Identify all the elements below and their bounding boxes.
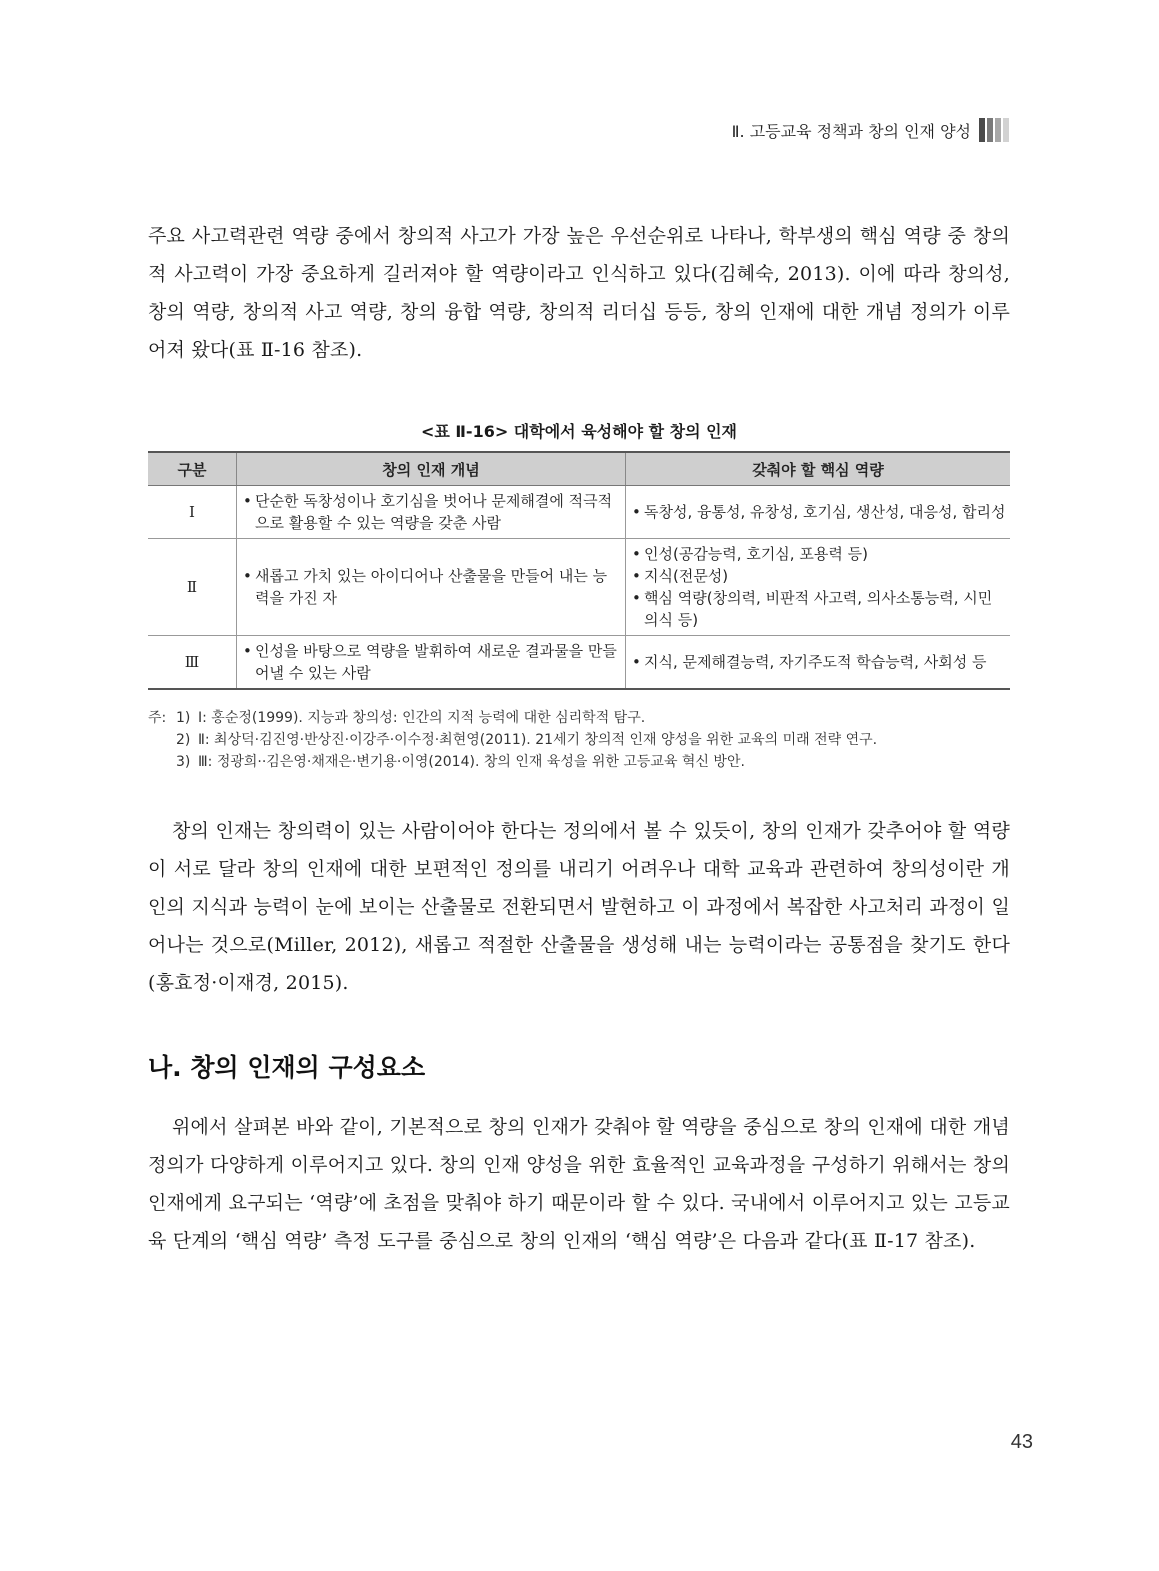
header-bar-icon — [979, 118, 1009, 142]
list-item: • 인성을 바탕으로 역량을 발휘하여 새로운 결과물을 만들어낼 수 있는 사람 — [241, 640, 621, 684]
section-heading: 나. 창의 인재의 구성요소 — [148, 1053, 426, 1082]
running-header — [732, 118, 1009, 142]
note-line — [148, 729, 1018, 751]
note-number: 1) — [176, 710, 191, 726]
table-caption: <표 Ⅱ-16> 대학에서 육성해야 할 창의 인재 — [420, 422, 738, 441]
header-bar-4 — [1003, 118, 1009, 142]
header-group: 구분 — [148, 452, 237, 486]
row-group-label: Ⅰ — [148, 486, 237, 539]
creative-talent-table — [148, 451, 1010, 690]
header-bar-2 — [987, 118, 993, 142]
row-competencies — [626, 486, 1011, 539]
paragraph-definition: 창의 인재는 창의력이 있는 사람이어야 한다는 정의에서 볼 수 있듯이, 창의 인재가 갖추어야 할 역량이 서로 달라 창의 인재에 대한 보편적인 정의를 내리기 어려우나 대학 교육과 관련하여 창의성이란 개인의 지식과 능력이 눈에 보이는 산출물로 전환되면서 발현하고 이 과정에서 복잡한 사고처리 과정이 일어나는 것으로(Miller, 2012), 새롭고 적절한 산출물을 생성해 내는 능력이라는 공통점을 찾기도 한다(홍효정·이재경, 2015). — [148, 820, 1010, 994]
note-line — [148, 707, 1018, 729]
header-competencies: 갖춰야 할 핵심 역량 — [626, 452, 1011, 486]
table-header-row — [148, 452, 1010, 486]
table-notes — [148, 707, 1018, 773]
paragraph-intro: 주요 사고력관련 역량 중에서 창의적 사고가 가장 높은 우선순위로 나타나, 학부생의 핵심 역량 중 창의적 사고력이 가장 중요하게 길러져야 할 역량이라고 인식하고 있다(김혜숙, 2013). 이에 따라 창의성, 창의 역량, 창의적 사고 역량, 창의 융합 역량, 창의적 리더십 등등, 창의 인재에 대한 개념 정의가 이루어져 왔다(표 Ⅱ-16 참조). — [148, 225, 1010, 361]
row-concept — [237, 486, 626, 539]
row-group-label: Ⅱ — [148, 539, 237, 636]
row-competencies — [626, 636, 1011, 690]
header-bar-3 — [995, 118, 1001, 142]
page-number: 43 — [1010, 1431, 1033, 1453]
table-row — [148, 636, 1010, 690]
note-number: 3) — [176, 754, 191, 770]
list-item: • 독창성, 융통성, 유창성, 호기심, 생산성, 대응성, 합리성 — [630, 501, 1006, 523]
list-item: • 새롭고 가치 있는 아이디어나 산출물을 만들어 내는 능력을 가진 자 — [241, 565, 621, 609]
note-text: Ⅱ: 최상덕·김진영·반상진·이강주·이수정·최현영(2011). 21세기 창의적 인재 양성을 위한 교육의 미래 전략 연구. — [198, 732, 878, 748]
table-row — [148, 486, 1010, 539]
paragraph-components: 위에서 살펴본 바와 같이, 기본적으로 창의 인재가 갖춰야 할 역량을 중심으로 창의 인재에 대한 개념 정의가 다양하게 이루어지고 있다. 창의 인재 양성을 위한 효율적인 교육과정을 구성하기 위해서는 창의 인재에게 요구되는 ‘역량’에 초점을 맞춰야 하기 때문이라 할 수 있다. 국내에서 이루어지고 있는 고등교육 단계의 ‘핵심 역량’ 측정 도구를 중심으로 창의 인재의 ‘핵심 역량’은 다음과 같다(표 Ⅱ-17 참조). — [148, 1116, 1010, 1252]
note-text: Ⅲ: 정광희··김은영·채재은·변기용·이영(2014). 창의 인재 육성을 위한 고등교육 혁신 방안. — [198, 754, 745, 770]
note-line — [148, 751, 1018, 773]
note-prefix: 주: — [148, 710, 167, 726]
list-item: • 핵심 역량(창의력, 비판적 사고력, 의사소통능력, 시민의식 등) — [630, 587, 1006, 631]
running-header-title: Ⅱ. 고등교육 정책과 창의 인재 양성 — [731, 121, 971, 141]
row-concept — [237, 539, 626, 636]
list-item: • 지식(전문성) — [630, 565, 1006, 587]
row-concept — [237, 636, 626, 690]
header-concept: 창의 인재 개념 — [237, 452, 626, 486]
row-competencies — [626, 539, 1011, 636]
list-item: • 인성(공감능력, 호기심, 포용력 등) — [630, 543, 1006, 565]
list-item: • 지식, 문제해결능력, 자기주도적 학습능력, 사회성 등 — [630, 651, 1006, 673]
row-group-label: Ⅲ — [148, 636, 237, 690]
list-item: • 단순한 독창성이나 호기심을 벗어나 문제해결에 적극적으로 활용할 수 있는 역량을 갖춘 사람 — [241, 490, 621, 534]
header-bar-1 — [979, 118, 985, 142]
note-number: 2) — [176, 732, 191, 748]
note-text: Ⅰ: 홍순정(1999). 지능과 창의성: 인간의 지적 능력에 대한 심리학적 탐구. — [198, 710, 646, 726]
table-row — [148, 539, 1010, 636]
